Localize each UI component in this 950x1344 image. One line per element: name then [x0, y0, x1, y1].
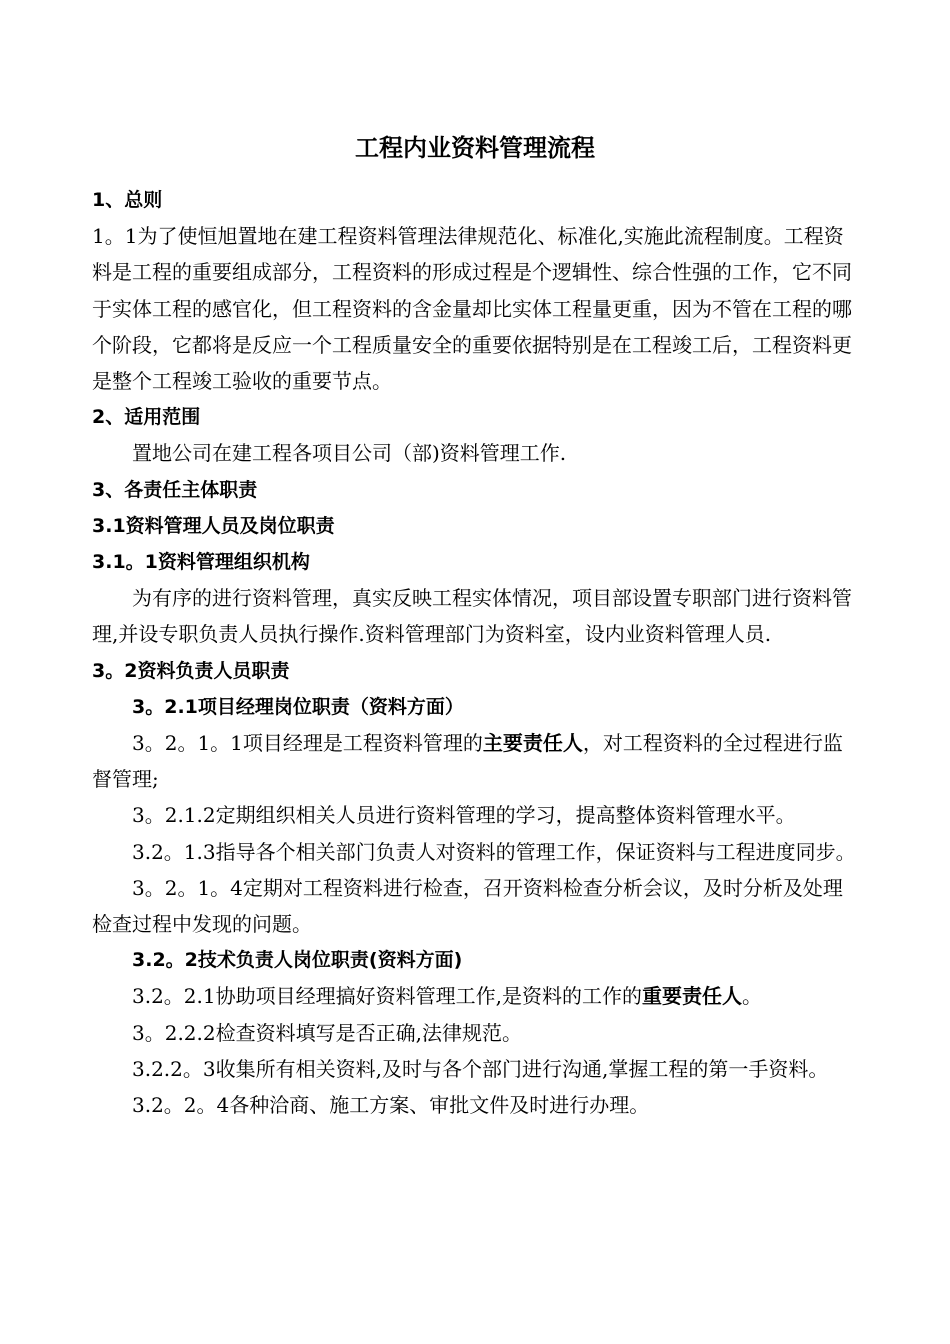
item-3-2-2-1-text-a: 3.2。2.1协助项目经理搞好资料管理工作,是资料的工作的	[132, 984, 642, 1009]
item-3-2-1-1	[92, 725, 862, 797]
document-body	[92, 182, 862, 1123]
section-3-2-1-heading: 3。2.1项目经理岗位职责（资料方面）	[132, 695, 464, 718]
item-3-2-1-2: 3。2.1.2定期组织相关人员进行资料管理的学习，提高整体资料管理水平。	[132, 803, 796, 828]
section-3-1-1-heading: 3.1。1资料管理组织机构	[92, 551, 310, 574]
section-1-heading: 1、总则	[92, 189, 163, 211]
item-3-2-1-1-text-b: ，对工程资料的全过程进行监督管理;	[92, 731, 843, 792]
section-3-heading: 3、各责任主体职责	[92, 478, 258, 501]
item-3-2-2-1	[92, 978, 862, 1014]
document-title: 工程内业资料管理流程	[355, 134, 595, 162]
item-3-2-2-3: 3.2.2。3收集所有相关资料,及时与各个部门进行沟通,掌握工程的第一手资料。	[132, 1056, 829, 1081]
item-3-2-1-1-emphasis: 主要责任人	[482, 731, 583, 756]
section-3-2-heading: 3。2资料负责人员职责	[92, 659, 290, 682]
section-3-1-heading: 3.1资料管理人员及岗位职责	[92, 514, 335, 537]
item-3-2-2-1-text-b: 。	[741, 984, 762, 1009]
section-2-paragraph: 置地公司在建工程各项目公司（部)资料管理工作.	[132, 441, 567, 466]
item-3-2-1-4: 3。2。1。4定期对工程资料进行检查，召开资料检查分析会议，及时分析及处理检查过程中发现的问题。	[92, 875, 843, 937]
item-3-2-2-1-emphasis: 重要责任人	[641, 984, 742, 1009]
item-3-2-1-3: 3.2。1.3指导各个相关部门负责人对资料的管理工作，保证资料与工程进度同步。	[132, 839, 856, 864]
item-3-2-2-2: 3。2.2.2检查资料填写是否正确,法律规范。	[132, 1020, 522, 1045]
item-3-2-2-4: 3.2。2。4各种洽商、施工方案、审批文件及时进行办理。	[132, 1093, 650, 1118]
section-1-paragraph: 1。1为了使恒旭置地在建工程资料管理法律规范化、标准化,实施此流程制度。工程资料是工程的重要组成部分，工程资料的形成过程是个逻辑性、综合性强的工作，它不同于实体工程的感官化，但工程资料的含金量却比实体工程量更重，因为不管在工程的哪个阶段，它都将是反应一个工程质量安全的重要依据特别是在工程竣工后，工程资料更是整个工程竣工验收的重要节点。	[92, 224, 852, 394]
section-3-2-2-heading: 3.2。2技术负责人岗位职责(资料方面)	[132, 949, 463, 972]
item-3-2-1-1-text-a: 3。2。1。1项目经理是工程资料管理的	[132, 731, 483, 756]
section-3-1-1-paragraph: 为有序的进行资料管理，真实反映工程实体情况，项目部设置专职部门进行资料管理,并设专职负责人员执行操作.资料管理部门为资料室，设内业资料管理人员.	[92, 586, 852, 647]
section-2-heading: 2、适用范围	[92, 406, 201, 429]
